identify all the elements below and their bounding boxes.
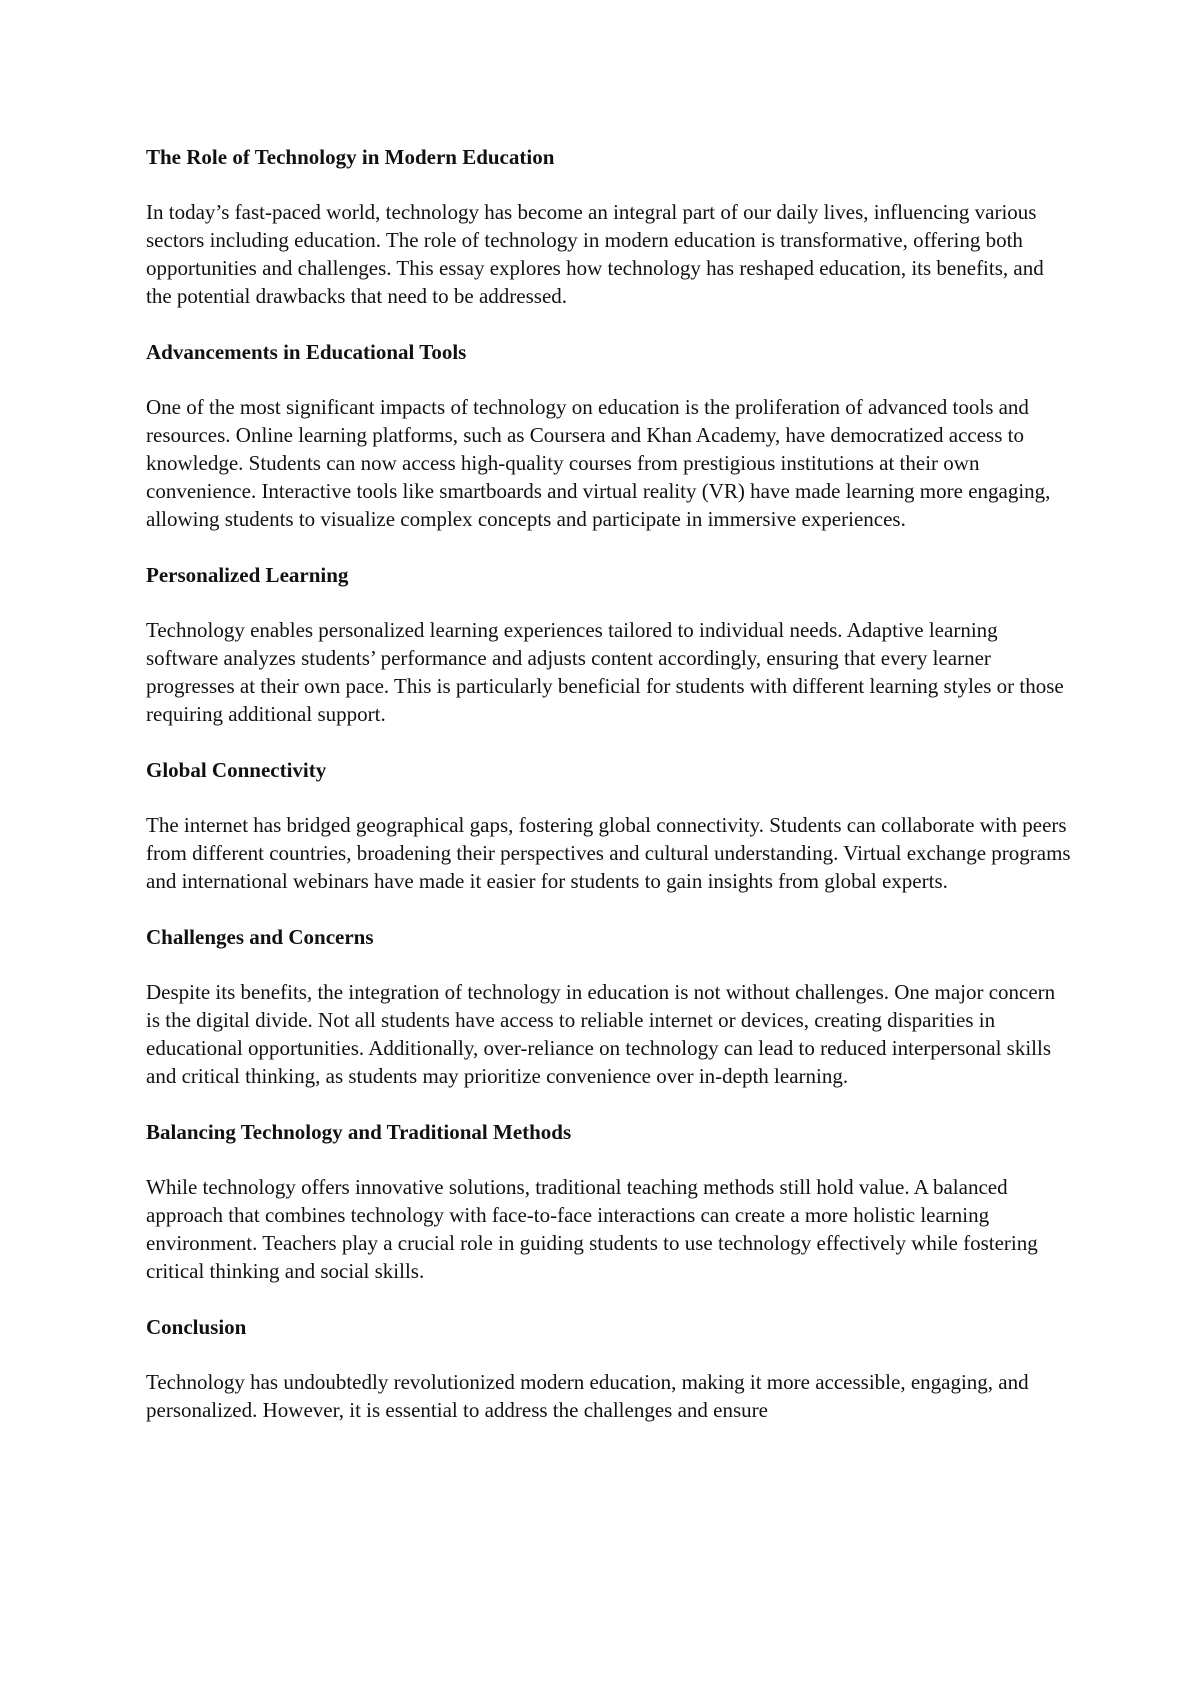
section-heading-challenges: Challenges and Concerns [146,925,374,949]
section-heading-conclusion: Conclusion [146,1315,247,1339]
section-heading-global-connectivity: Global Connectivity [146,758,327,782]
section-paragraph-conclusion: Technology has undoubtedly revolutionized modern education, making it more accessible, engaging, and personalized. However, it is essential to address the challenges and ensure [146,1370,1029,1422]
document-body [146,143,1071,1424]
section-heading-personalized-learning: Personalized Learning [146,563,349,587]
intro-paragraph: In today’s fast-paced world, technology has become an integral part of our daily lives, influencing various sectors including education. The role of technology in modern education is transformative, offering both opportunities and challenges. This essay explores how technology has reshaped education, its benefits, and the potential drawbacks that need to be addressed. [146,200,1044,308]
document-title: The Role of Technology in Modern Education [146,145,555,169]
section-paragraph-personalized-learning: Technology enables personalized learning experiences tailored to individual needs. Adaptive learning software analyzes students’ performance and adjusts content accordingly, ensuring that every learner progresses at their own pace. This is particularly beneficial for students with different learning styles or those requiring additional support. [146,618,1064,726]
section-heading-balancing: Balancing Technology and Traditional Methods [146,1120,572,1144]
section-paragraph-balancing: While technology offers innovative solutions, traditional teaching methods still hold value. A balanced approach that combines technology with face-to-face interactions can create a more holistic learning environment. Teachers play a crucial role in guiding students to use technology effectively while fostering critical thinking and social skills. [146,1175,1038,1283]
section-heading-advancements: Advancements in Educational Tools [146,340,467,364]
section-paragraph-challenges: Despite its benefits, the integration of technology in education is not without challenges. One major concern is the digital divide. Not all students have access to reliable internet or devices, creating disparities in educational opportunities. Additionally, over-reliance on technology can lead to reduced interpersonal skills and critical thinking, as students may prioritize convenience over in-depth learning. [146,980,1056,1088]
section-paragraph-advancements: One of the most significant impacts of technology on education is the proliferation of advanced tools and resources. Online learning platforms, such as Coursera and Khan Academy, have democratized access to knowledge. Students can now access high-quality courses from prestigious institutions at their own convenience. Interactive tools like smartboards and virtual reality (VR) have made learning more engaging, allowing students to visualize complex concepts and participate in immersive experiences. [146,395,1051,531]
section-paragraph-global-connectivity: The internet has bridged geographical gaps, fostering global connectivity. Students can collaborate with peers from different countries, broadening their perspectives and cultural understanding. Virtual exchange programs and international webinars have made it easier for students to gain insights from global experts. [146,813,1071,893]
